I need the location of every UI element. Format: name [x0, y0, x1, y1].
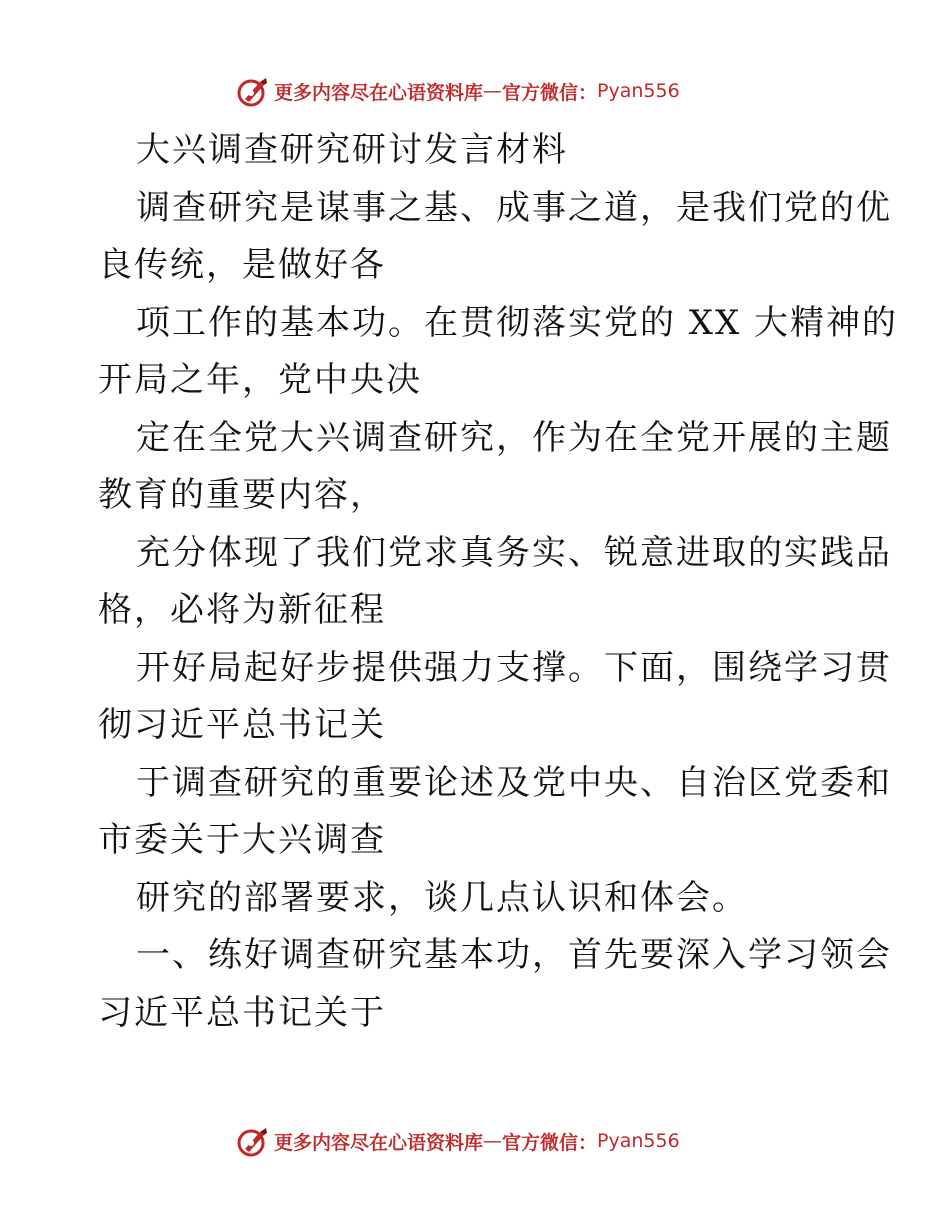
paragraph-line: 习近平总书记关于 [98, 992, 386, 1033]
watermark-separator: — [483, 1130, 503, 1152]
watermark-separator: — [483, 80, 503, 102]
paragraph-line: 于调查研究的重要论述及党中央、自治区党委和 [136, 762, 892, 803]
watermark-wechat-id: Pyan556 [597, 1130, 680, 1152]
paragraph-line: 开好局起好步提供强力支撑。下面，围绕学习贯 [136, 647, 892, 688]
paragraph-line: 开局之年，党中央决 [98, 360, 422, 400]
paragraph-line: 市委关于大兴调查 [98, 820, 386, 860]
paragraph-line: 教育的重要内容， [98, 475, 386, 515]
paragraph-line: 定在全党大兴调查研究，作为在全党开展的主题 [136, 417, 892, 458]
paragraph-line: 格，必将为新征程 [98, 590, 386, 630]
document-title: 大兴调查研究研讨发言材料 [136, 130, 568, 170]
document-body [98, 122, 899, 1042]
watermark-wechat-label: 官方微信： [502, 81, 598, 104]
watermark-wechat-label: 官方微信： [502, 1131, 598, 1154]
paragraph-line: 调查研究是谋事之基、成事之道，是我们党的优 [136, 187, 892, 228]
pen-logo-icon [236, 1124, 270, 1158]
paragraph-line: 项工作的基本功。在贯彻落实党的 XX 大精神的 [136, 302, 899, 343]
watermark-banner-top [236, 74, 680, 108]
pen-logo-icon [236, 74, 270, 108]
paragraph-line: 彻习近平总书记关 [98, 705, 386, 745]
watermark-wechat-id: Pyan556 [597, 80, 680, 102]
paragraph-line: 研究的部署要求，谈几点认识和体会。 [136, 877, 748, 918]
paragraph-line: 良传统，是做好各 [98, 245, 386, 285]
watermark-main-text: 更多内容尽在心语资料库 [274, 81, 484, 104]
watermark-main-text: 更多内容尽在心语资料库 [274, 1131, 484, 1154]
paragraph-line: 充分体现了我们党求真务实、锐意进取的实践品 [136, 532, 892, 573]
section-heading-line: 一、练好调查研究基本功，首先要深入学习领会 [136, 935, 892, 975]
watermark-banner-bottom [236, 1124, 680, 1158]
